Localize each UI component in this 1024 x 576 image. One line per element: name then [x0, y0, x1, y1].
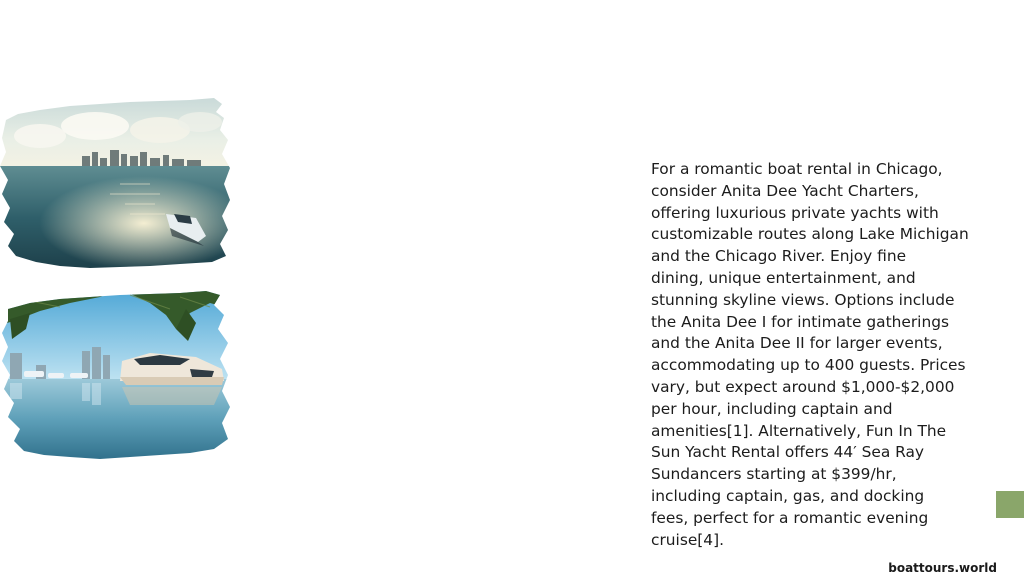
site-label: boattours.world	[888, 561, 997, 575]
body-paragraph: For a romantic boat rental in Chicago, consider Anita Dee Yacht Charters, offering luxurious private yachts with customizable routes along Lake Michigan and the Chicago River. Enjoy fine dining, unique entertainment, and stunning skyline views. Options include the Anita Dee I for intimate gatherings and the Anita Dee II for larger events, accommodating up to 400 guests. Prices vary, but expect around $1,000-$2,000 per hour, including captain and amenities[1]. Alternatively, Fun In The Sun Yacht Rental offers 44′ Sea Ray Sundancers starting at $399/hr, including captain, gas, and docking fees, perfect for a romantic evening cruise[4].	[651, 160, 969, 549]
marina-yacht-photo	[0, 289, 232, 461]
accent-square	[996, 491, 1024, 518]
skyline-yacht-photo	[0, 96, 232, 270]
